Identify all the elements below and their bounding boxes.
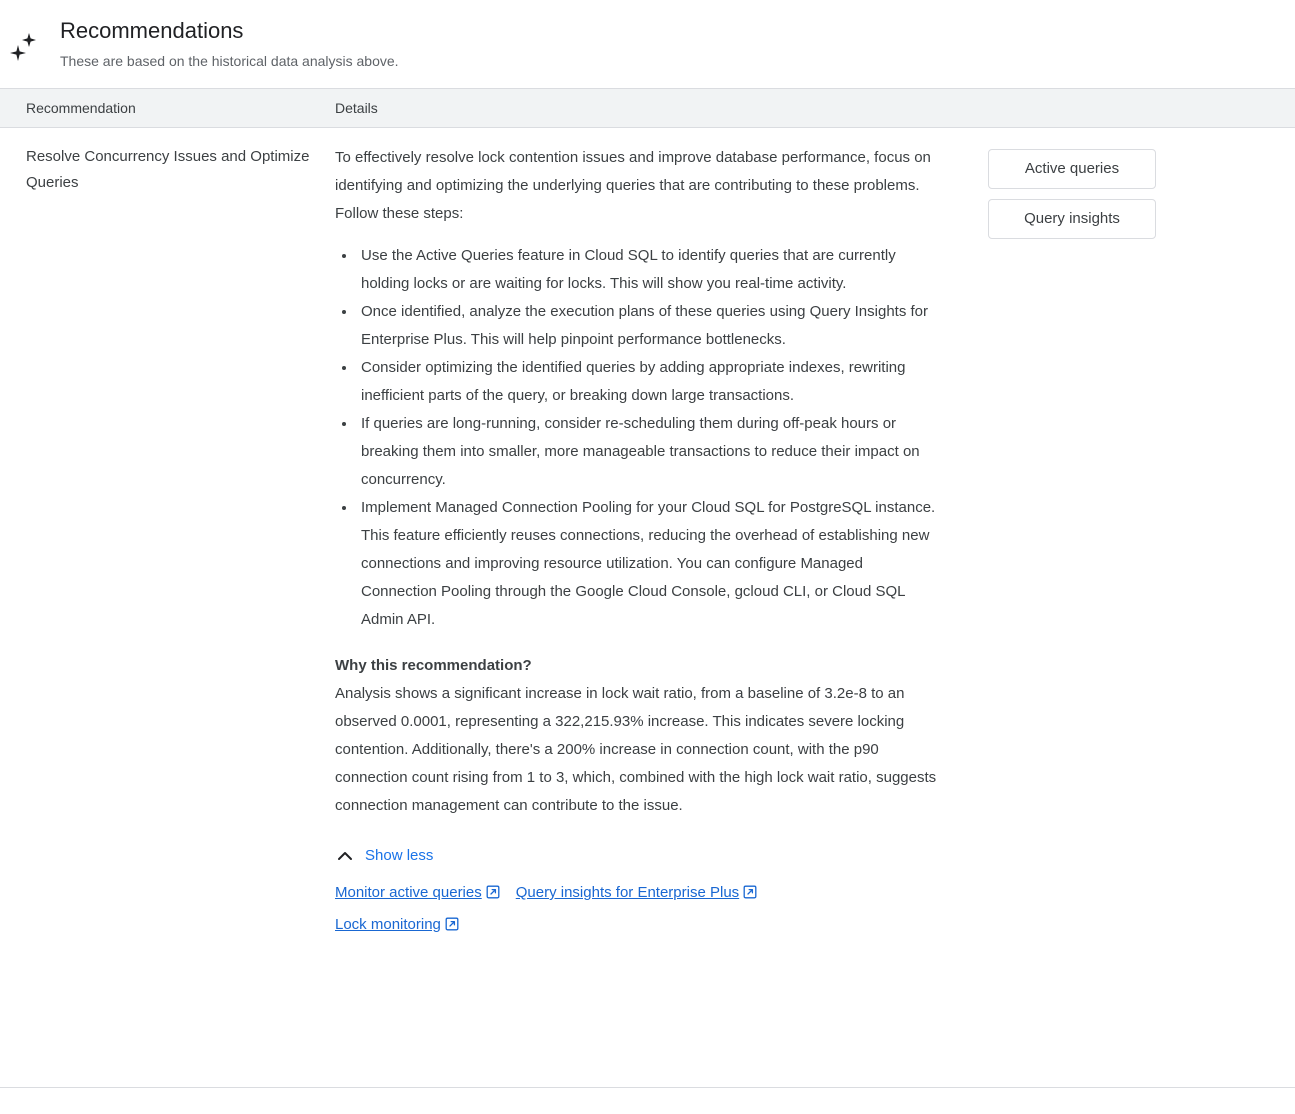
- table-row: [0, 128, 1295, 1088]
- external-link-icon: [486, 880, 500, 910]
- why-recommendation-body: Analysis shows a significant increase in lock wait ratio, from a baseline of 3.2e-8 to an observed 0.0001, representing a 322,215.93% increase. This indicates severe locking contention. Additionally, there's a 200% increase in connection count, with the p90 connection count rising from 1 to 3, which, combined with the high lock wait ratio, suggests connection management can contribute to the issue.: [335, 685, 937, 814]
- list-item: • If queries are long-running, consider re-scheduling them during off-peak hours or breaking them into smaller, more manageable transactions to reduce their impact on concurrency.: [357, 410, 940, 494]
- list-item: • Implement Managed Connection Pooling for your Cloud SQL for PostgreSQL instance. This feature efficiently reuses connections, reducing the overhead of establishing new connections and improving resource utilization. You can configure Managed Connection Pooling through the Google Cloud Console, gcloud CLI, or Cloud SQL Admin API.: [357, 494, 940, 634]
- list-item: • Consider optimizing the identified queries by adding appropriate indexes, rewriting inefficient parts of the query, or breaking down large transactions.: [357, 354, 940, 410]
- external-link-icon: [445, 912, 459, 942]
- external-link-icon: [743, 880, 757, 910]
- link-label: Query insights for Enterprise Plus: [515, 884, 740, 901]
- details-steps-list: [335, 242, 940, 634]
- query-insights-button[interactable]: Query insights: [988, 199, 1156, 239]
- chevron-up-icon: [335, 846, 355, 866]
- recommendation-title: Resolve Concurrency Issues and Optimize Queries: [26, 148, 310, 191]
- show-less-label: Show less: [365, 847, 434, 864]
- recommendations-table: [0, 88, 1295, 1088]
- link-query-insights-enterprise-plus[interactable]: [516, 884, 757, 901]
- link-lock-monitoring[interactable]: [335, 916, 459, 933]
- reference-links: [335, 878, 940, 942]
- link-label: Lock monitoring: [335, 916, 441, 933]
- details-intro: To effectively resolve lock contention issues and improve database performance, focus on identifying and optimizing the underlying queries that are contributing to these problems. Follow these steps:: [335, 149, 931, 222]
- recommendation-details: [335, 144, 980, 942]
- column-header-recommendation: Recommendation: [26, 100, 136, 116]
- recommendation-actions: [980, 144, 1235, 239]
- link-label: Monitor active queries: [335, 884, 482, 901]
- link-monitor-active-queries[interactable]: [335, 884, 500, 901]
- list-item: • Use the Active Queries feature in Cloud SQL to identify queries that are currently holding locks or are waiting for locks. This will show you real-time activity.: [357, 242, 940, 298]
- list-item: • Once identified, analyze the execution plans of these queries using Query Insights for Enterprise Plus. This will help pinpoint performance bottlenecks.: [357, 298, 940, 354]
- sparkle-icon: [6, 30, 46, 66]
- recommendations-header: [0, 0, 1295, 88]
- column-header-details: Details: [335, 100, 378, 116]
- page-subtitle: These are based on the historical data analysis above.: [60, 53, 399, 69]
- why-recommendation-heading: Why this recommendation?: [335, 657, 532, 674]
- page-title: Recommendations: [60, 18, 244, 43]
- table-header-row: [0, 88, 1295, 128]
- show-less-toggle[interactable]: [335, 842, 433, 870]
- active-queries-button[interactable]: Active queries: [988, 149, 1156, 189]
